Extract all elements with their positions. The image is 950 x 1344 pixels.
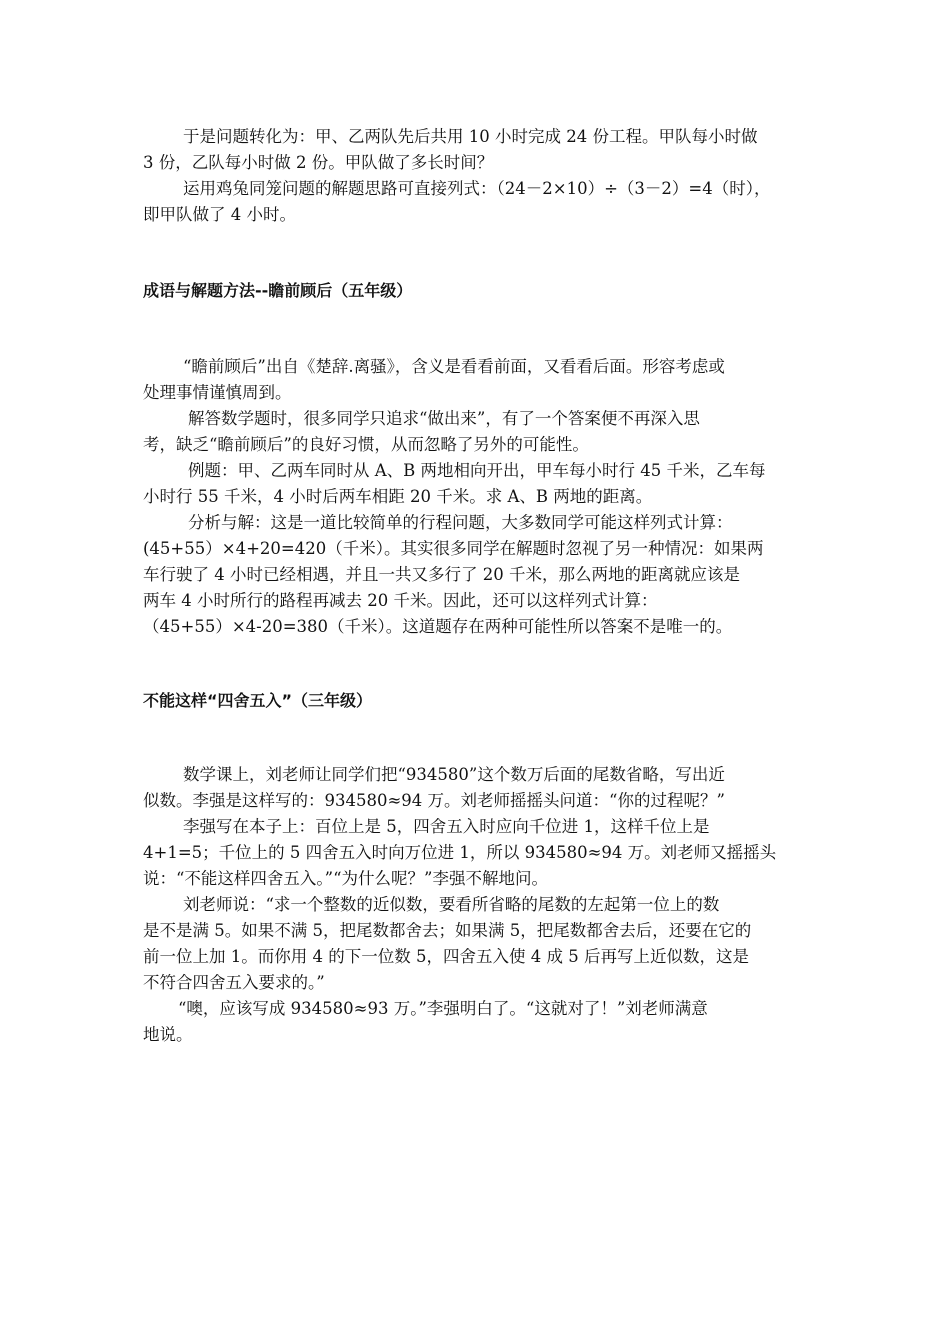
paragraph-line: 考，缺乏“瞻前顾后”的良好习惯，从而忽略了另外的可能性。 xyxy=(143,435,589,454)
paragraph-line: “瞻前顾后”出自《楚辞.离骚》，含义是看看前面，又看看后面。形容考虑或 xyxy=(183,357,725,376)
paragraph-line: 李强写在本子上：百位上是 5，四舍五入时应向千位进 1，这样千位上是 xyxy=(183,817,710,836)
paragraph-line: 似数。李强是这样写的：934580≈94 万。刘老师摇摇头问道：“你的过程呢？” xyxy=(143,791,725,810)
paragraph-line: 即甲队做了 4 小时。 xyxy=(143,205,296,224)
paragraph-line: 于是问题转化为：甲、乙两队先后共用 10 小时完成 24 份工程。甲队每小时做 xyxy=(183,127,758,146)
section-heading: 成语与解题方法--瞻前顾后（五年级） xyxy=(143,281,413,300)
paragraph-line: 3 份，乙队每小时做 2 份。甲队做了多长时间？ xyxy=(143,153,494,172)
section-heading: 不能这样“四舍五入”（三年级） xyxy=(143,691,373,710)
paragraph-line: 小时行 55 千米，4 小时后两车相距 20 千米。求 A、B 两地的距离。 xyxy=(143,487,653,506)
paragraph-line: 解答数学题时，很多同学只追求“做出来”，有了一个答案便不再深入思 xyxy=(188,409,700,428)
paragraph-line: 4+1=5；千位上的 5 四舍五入时向万位进 1，所以 934580≈94 万。刘老师又摇摇头 xyxy=(143,843,777,862)
paragraph-line: 数学课上，刘老师让同学们把“934580”这个数万后面的尾数省略，写出近 xyxy=(183,765,725,784)
paragraph-line: 分析与解：这是一道比较简单的行程问题，大多数同学可能这样列式计算： xyxy=(188,513,733,532)
paragraph-line: 是不是满 5。如果不满 5，把尾数都舍去；如果满 5，把尾数都舍去后，还要在它的 xyxy=(143,921,752,940)
paragraph-line: “噢，应该写成 934580≈93 万。”李强明白了。“这就对了！”刘老师满意 xyxy=(178,999,708,1018)
paragraph-line: 例题：甲、乙两车同时从 A、B 两地相向开出，甲车每小时行 45 千米，乙车每 xyxy=(188,461,766,480)
paragraph-line: 运用鸡兔同笼问题的解题思路可直接列式：（24－2×10）÷（3－2）=4（时）， xyxy=(183,179,771,198)
paragraph-line: 车行驶了 4 小时已经相遇，并且一共又多行了 20 千米，那么两地的距离就应该是 xyxy=(143,565,740,584)
paragraph-line: 处理事情谨慎周到。 xyxy=(143,383,292,402)
paragraph-line: 不符合四舍五入要求的。” xyxy=(143,973,325,992)
paragraph-line: 地说。 xyxy=(143,1025,193,1044)
paragraph-line: （45+55）×4-20=380（千米）。这道题存在两种可能性所以答案不是唯一的。 xyxy=(143,617,733,636)
paragraph-line: 刘老师说：“求一个整数的近似数，要看所省略的尾数的左起第一位上的数 xyxy=(183,895,720,914)
paragraph-line: 两车 4 小时所行的路程再减去 20 千米。因此，还可以这样列式计算： xyxy=(143,591,658,610)
paragraph-line: 前一位上加 1。而你用 4 的下一位数 5，四舍五入使 4 成 5 后再写上近似数，这是 xyxy=(143,947,749,966)
paragraph-line: 说：“不能这样四舍五入。”“为什么呢？”李强不解地问。 xyxy=(143,869,548,888)
paragraph-line: (45+55）×4+20=420（千米）。其实很多同学在解题时忽视了另一种情况：如果两 xyxy=(143,539,764,558)
